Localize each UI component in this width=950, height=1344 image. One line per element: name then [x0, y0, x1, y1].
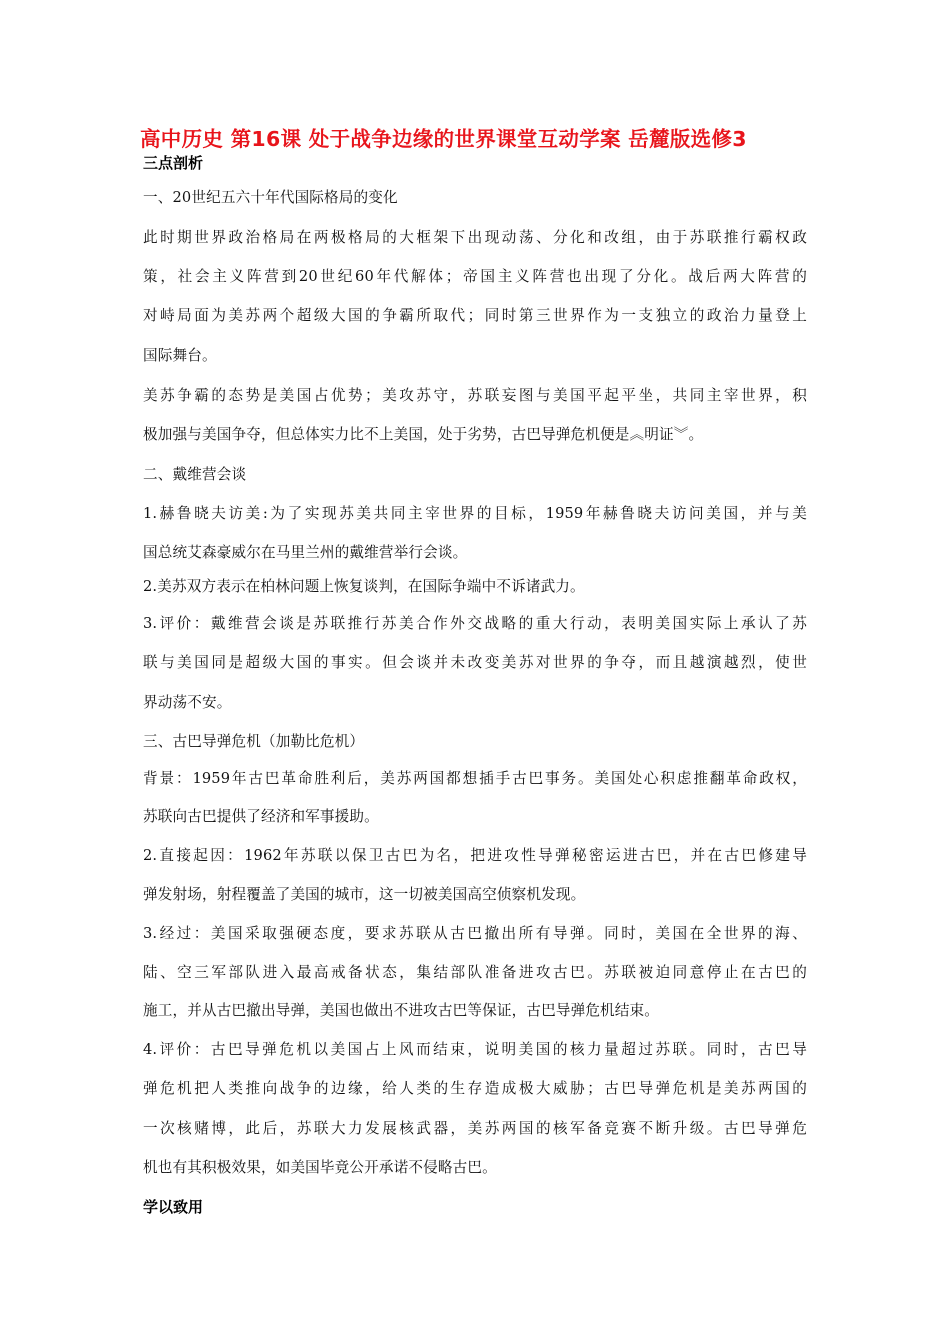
paragraph-line: 对峙局面为美苏两个超级大国的争霸所取代；同时第三世界作为一支独立的政治力量登上 [143, 307, 807, 324]
paragraph-line: 施工，并从古巴撤出导弹，美国也做出不进攻古巴等保证，古巴导弹危机结束。 [143, 1002, 660, 1019]
paragraph-line: 弹发射场，射程覆盖了美国的城市，这一切被美国高空侦察机发现。 [143, 886, 586, 903]
paragraph-line: 2.直接起因：1962年苏联以保卫古巴为名，把进攻性导弹秘密运进古巴，并在古巴修建导 [143, 847, 807, 864]
paragraph-line: 背景：1959年古巴革命胜利后，美苏两国都想插手古巴事务。美国处心积虑推翻革命政权， [143, 770, 807, 787]
paragraph-line: 策，社会主义阵营到20世纪60年代解体；帝国主义阵营也出现了分化。战后两大阵营的 [143, 268, 807, 285]
subheading-3: 三、古巴导弹危机（加勒比危机） [143, 733, 365, 750]
paragraph-line: 国际舞台。 [143, 347, 217, 364]
paragraph-line: 苏联向古巴提供了经济和军事援助。 [143, 808, 379, 825]
paragraph-line: 一次核赌博，此后，苏联大力发展核武器，美苏两国的核军备竞赛不断升级。古巴导弹危 [143, 1120, 807, 1137]
paragraph-line: 界动荡不安。 [143, 694, 232, 711]
subheading-1: 一、20世纪五六十年代国际格局的变化 [143, 189, 398, 206]
paragraph-line: 机也有其积极效果，如美国毕竟公开承诺不侵略古巴。 [143, 1159, 497, 1176]
paragraph-line: 3.经过：美国采取强硬态度，要求苏联从古巴撤出所有导弹。同时，美国在全世界的海、 [143, 925, 807, 942]
subheading-2: 二、戴维营会谈 [143, 466, 247, 483]
paragraph-line: 此时期世界政治格局在两极格局的大框架下出现动荡、分化和改组，由于苏联推行霸权政 [143, 229, 807, 246]
section-heading: 三点剖析 [143, 154, 204, 172]
paragraph-line: 3.评价：戴维营会谈是苏联推行苏美合作外交战略的重大行动，表明美国实际上承认了苏 [143, 615, 807, 632]
document-title: 高中历史 第16课 处于战争边缘的世界课堂互动学案 岳麓版选修3 [140, 127, 747, 151]
paragraph-line: 4.评价：古巴导弹危机以美国占上风而结束，说明美国的核力量超过苏联。同时，古巴导 [143, 1041, 807, 1058]
paragraph-line: 美苏争霸的态势是美国占优势；美攻苏守，苏联妄图与美国平起平坐，共同主宰世界，积 [143, 387, 807, 404]
paragraph-line: 国总统艾森豪威尔在马里兰州的戴维营举行会谈。 [143, 544, 468, 561]
paragraph-line: 极加强与美国争夺，但总体实力比不上美国，处于劣势，古巴导弹危机便是︽明证︾。 [143, 426, 704, 443]
paragraph-line: 2.美苏双方表示在柏林问题上恢复谈判，在国际争端中不诉诸武力。 [143, 578, 585, 595]
footer-heading: 学以致用 [143, 1198, 204, 1216]
paragraph-line: 陆、空三军部队进入最高戒备状态，集结部队准备进攻古巴。苏联被迫同意停止在古巴的 [143, 964, 807, 981]
paragraph-line: 弹危机把人类推向战争的边缘，给人类的生存造成极大威胁；古巴导弹危机是美苏两国的 [143, 1080, 807, 1097]
paragraph-line: 联与美国同是超级大国的事实。但会谈并未改变美苏对世界的争夺，而且越演越烈，使世 [143, 654, 807, 671]
paragraph-line: 1.赫鲁晓夫访美:为了实现苏美共同主宰世界的目标，1959年赫鲁晓夫访问美国，并与美 [143, 505, 807, 522]
